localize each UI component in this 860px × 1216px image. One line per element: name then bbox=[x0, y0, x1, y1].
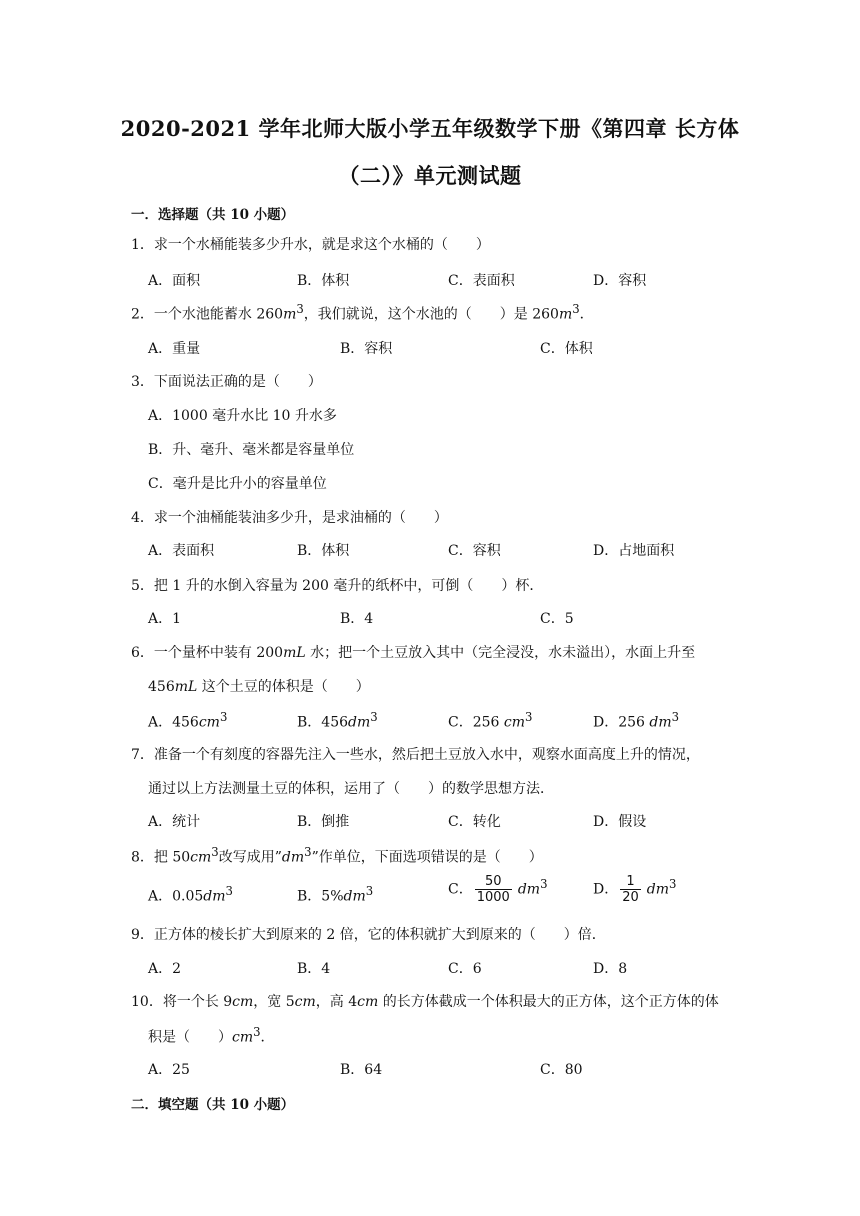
q6-d-text: D．256 bbox=[593, 714, 650, 731]
q9-option-c: C．6 bbox=[448, 961, 482, 977]
q3-option-c: C．毫升是比升小的容量单位 bbox=[148, 476, 327, 492]
q8-c-numerator: 50 bbox=[475, 874, 512, 890]
q1-option-d: D．容积 bbox=[593, 273, 647, 289]
q6-c-text: C．256 bbox=[448, 714, 504, 731]
q8-text-pre: 8．把 50 bbox=[131, 849, 191, 866]
q3-option-a: A．1000 毫升水比 10 升水多 bbox=[148, 408, 337, 424]
q2-unit-1: m bbox=[283, 306, 297, 323]
q6-b-unit: dm bbox=[348, 714, 371, 731]
q6-line1-pre: 6．一个量杯中装有 200 bbox=[131, 645, 284, 661]
question-3: 3．下面说法正确的是（ ） bbox=[131, 374, 322, 390]
q10-option-b: B．64 bbox=[340, 1062, 383, 1078]
section-title-choice: 一．选择题（共 10 小题） bbox=[131, 207, 295, 223]
q6-c-unit: cm bbox=[503, 714, 526, 731]
q8-d-denominator: 20 bbox=[622, 890, 639, 905]
q10-l2-a: 积是（ ） bbox=[148, 1029, 232, 1046]
q1-option-b: B．体积 bbox=[297, 273, 350, 289]
q8-sup-2: 3 bbox=[304, 845, 312, 859]
q10-unit-1: cm bbox=[232, 994, 254, 1010]
q2-text-pre: 2．一个水池能蓄水 260 bbox=[131, 306, 284, 323]
page-title-line2: （二）》单元测试题 bbox=[338, 163, 522, 188]
q6-line2-unit: mL bbox=[174, 679, 198, 695]
question-8 bbox=[131, 845, 543, 867]
q8-a-text: A．0.05 bbox=[148, 888, 204, 905]
q10-unit-2: cm bbox=[294, 994, 316, 1010]
q8-c-sup: 3 bbox=[540, 876, 548, 891]
q4-option-c: C．容积 bbox=[448, 543, 501, 559]
q8-a-sup: 3 bbox=[225, 884, 233, 898]
q7-option-a: A．统计 bbox=[148, 814, 201, 830]
q2-text-mid: ，我们就说，这个水池的（ ）是 260 bbox=[303, 306, 559, 323]
question-6-line1 bbox=[131, 642, 695, 662]
q8-option-c bbox=[448, 874, 547, 905]
q8-option-d bbox=[593, 874, 676, 905]
q10-l1-c: ，高 4 bbox=[315, 994, 358, 1010]
q6-d-sup: 3 bbox=[671, 710, 680, 724]
q2-option-a: A．重量 bbox=[148, 341, 201, 357]
question-9: 9．正方体的棱长扩大到原来的 2 倍，它的体积就扩大到原来的（ ）倍． bbox=[131, 927, 606, 943]
question-2 bbox=[131, 302, 594, 324]
question-7-line1: 7．准备一个有刻度的容器先注入一些水，然后把土豆放入水中，观察水面高度上升的情况， bbox=[131, 747, 700, 763]
page-title-line1: 2020-2021 学年北师大版小学五年级数学下册《第四章 长方体 bbox=[120, 116, 740, 141]
q8-option-b bbox=[297, 884, 373, 906]
q8-d-unit: dm bbox=[646, 881, 670, 898]
q8-c-text: C． bbox=[448, 881, 473, 898]
q6-option-a bbox=[148, 710, 227, 732]
q4-option-d: D．占地面积 bbox=[593, 543, 675, 559]
section-title-fill-in: 二．填空题（共 10 小题） bbox=[131, 1097, 295, 1113]
q10-l2-end: ． bbox=[260, 1029, 275, 1046]
q1-option-a: A．面积 bbox=[148, 273, 201, 289]
q6-option-b bbox=[297, 710, 378, 732]
q8-text-mid: 改写成用” bbox=[218, 849, 282, 866]
q6-a-sup: 3 bbox=[219, 710, 228, 724]
q6-line2-pre: 456 bbox=[148, 679, 175, 695]
q8-option-a bbox=[148, 884, 233, 906]
q6-c-sup: 3 bbox=[525, 710, 533, 724]
question-10-line2 bbox=[148, 1025, 275, 1047]
q8-a-unit: dm bbox=[203, 888, 226, 905]
q4-option-b: B．体积 bbox=[297, 543, 350, 559]
q9-option-b: B．4 bbox=[297, 961, 331, 977]
q5-option-a: A．1 bbox=[148, 611, 182, 627]
q8-d-text: D． bbox=[593, 881, 619, 898]
q10-option-a: A．25 bbox=[148, 1062, 190, 1078]
q10-sup: 3 bbox=[253, 1025, 261, 1039]
q8-d-sup: 3 bbox=[669, 876, 677, 891]
q10-l1-d: 的长方体截成一个体积最大的正方体，这个正方体的体 bbox=[378, 994, 719, 1010]
q3-option-b: B．升、毫升、毫米都是容量单位 bbox=[148, 442, 355, 458]
q6-line1-unit: mL bbox=[283, 645, 306, 661]
q6-b-text: B．456 bbox=[297, 714, 349, 731]
q8-text-post: ”作单位，下面选项错误的是（ ） bbox=[311, 849, 543, 866]
q10-l1-b: ，宽 5 bbox=[253, 994, 295, 1010]
q6-b-sup: 3 bbox=[370, 710, 378, 724]
q2-text-end: ． bbox=[579, 306, 594, 323]
question-1: 1．求一个水桶能装多少升水，就是求这个水桶的（ ） bbox=[131, 237, 490, 253]
q8-unit-1: cm bbox=[190, 849, 212, 866]
q10-option-c: C．80 bbox=[540, 1062, 583, 1078]
q8-c-fraction bbox=[475, 874, 512, 905]
q6-option-d bbox=[593, 710, 679, 732]
question-4: 4．求一个油桶能装油多少升，是求油桶的（ ） bbox=[131, 510, 448, 526]
q6-a-text: A．456 bbox=[148, 714, 199, 731]
question-6-line2 bbox=[148, 676, 370, 696]
q8-b-sup: 3 bbox=[365, 884, 374, 898]
q8-sup-1: 3 bbox=[211, 845, 219, 859]
q7-option-d: D．假设 bbox=[593, 814, 647, 830]
q6-a-unit: cm bbox=[198, 714, 220, 731]
q2-sup-1: 3 bbox=[296, 302, 304, 316]
q8-c-unit: dm bbox=[517, 881, 541, 898]
q6-line2-post: 这个土豆的体积是（ ） bbox=[197, 679, 370, 695]
q8-unit-2: dm bbox=[281, 849, 305, 866]
q2-option-b: B．容积 bbox=[340, 341, 393, 357]
q2-sup-2: 3 bbox=[572, 302, 580, 316]
q6-d-unit: dm bbox=[649, 714, 672, 731]
q2-option-c: C．体积 bbox=[540, 341, 593, 357]
q10-unit-4: cm bbox=[232, 1029, 254, 1046]
q10-unit-3: cm bbox=[357, 994, 379, 1010]
q4-option-a: A．表面积 bbox=[148, 543, 215, 559]
q7-option-c: C．转化 bbox=[448, 814, 501, 830]
q6-line1-post: 水；把一个土豆放入其中（完全浸没，水未溢出），水面上升至 bbox=[305, 645, 696, 661]
question-10-line1 bbox=[131, 991, 719, 1011]
question-5: 5．把 1 升的水倒入容量为 200 毫升的纸杯中，可倒（ ）杯． bbox=[131, 578, 544, 594]
q8-d-fraction bbox=[620, 874, 641, 905]
q8-c-denominator: 1000 bbox=[476, 890, 510, 905]
q5-option-b: B．4 bbox=[340, 611, 374, 627]
q10-l1-a: 10．将一个长 9 bbox=[131, 994, 233, 1010]
q5-option-c: C．5 bbox=[540, 611, 574, 627]
question-7-line2: 通过以上方法测量土豆的体积，运用了（ ）的数学思想方法． bbox=[148, 781, 554, 797]
q1-option-c: C．表面积 bbox=[448, 273, 515, 289]
q8-b-unit: dm bbox=[343, 888, 366, 905]
q2-unit-2: m bbox=[558, 306, 573, 323]
q9-option-a: A．2 bbox=[148, 961, 182, 977]
q8-d-numerator: 1 bbox=[620, 874, 641, 890]
q8-b-text: B．5% bbox=[297, 888, 344, 905]
q6-option-c bbox=[448, 710, 532, 732]
q7-option-b: B．倒推 bbox=[297, 814, 350, 830]
q9-option-d: D．8 bbox=[593, 961, 628, 977]
